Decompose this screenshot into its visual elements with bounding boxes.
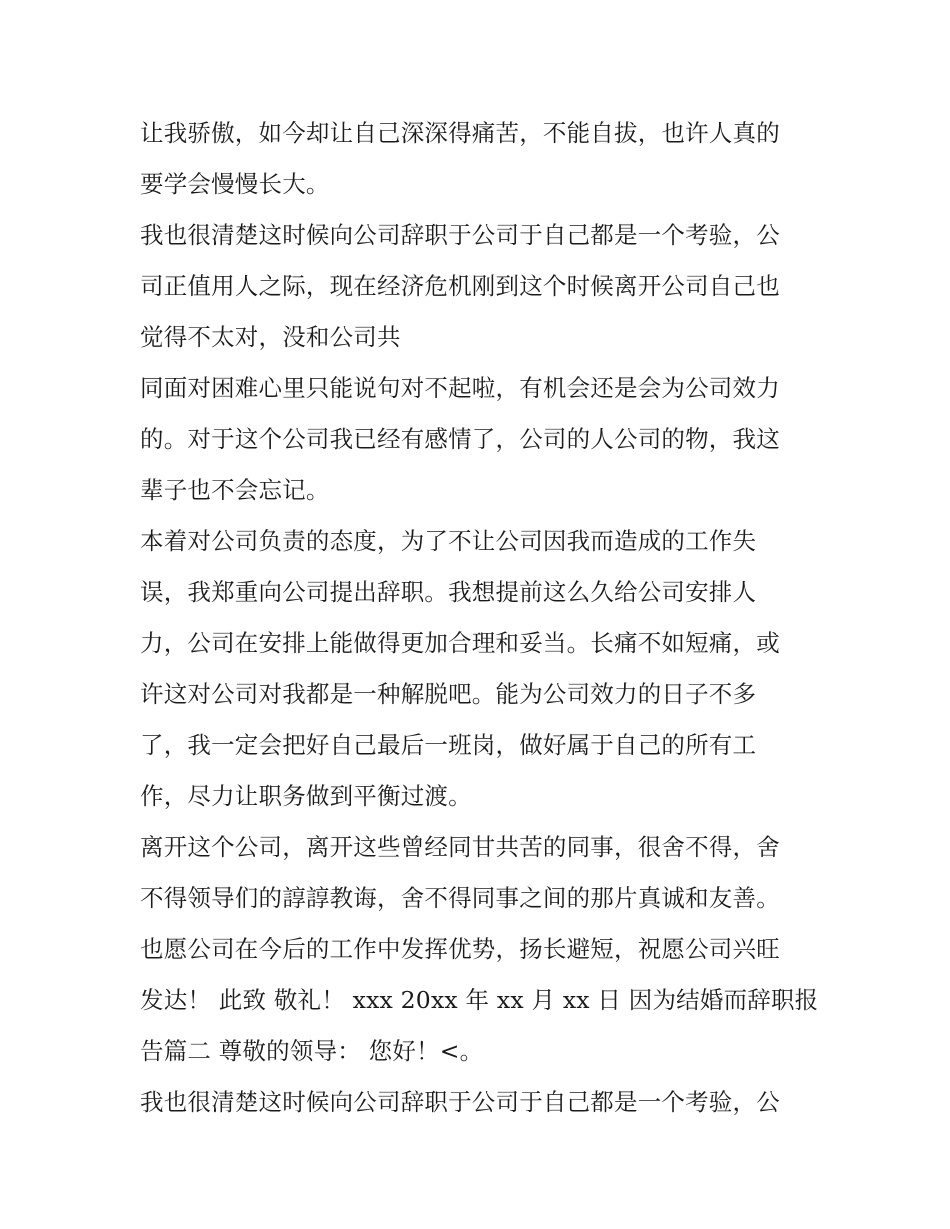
text-line: 了，我一定会把好自己最后一班岗，做好属于自己的所有工 [140, 731, 757, 759]
text-line: 同面对困难心里只能说句对不起啦，有机会还是会为公司效力 [140, 374, 780, 402]
text-line: 也愿公司在今后的工作中发挥优势，扬长避短，祝愿公司兴旺 [140, 935, 780, 963]
text-line: 辈子也不会忘记。 [140, 476, 330, 504]
text-line: 发达！ 此致 敬礼！ xxx 20xx 年 xx 月 xx 日 因为结婚而辞职报 [140, 986, 819, 1014]
text-line: 要学会慢慢长大。 [140, 170, 330, 198]
text-line: 力，公司在安排上能做得更加合理和妥当。长痛不如短痛，或 [140, 629, 780, 657]
text-line: 司正值用人之际，现在经济危机刚到这个时候离开公司自己也 [140, 272, 780, 300]
text-line: 让我骄傲，如今却让自己深深得痛苦，不能自拔，也许人真的 [140, 119, 780, 147]
text-line: 我也很清楚这时候向公司辞职于公司于自己都是一个考验，公 [140, 1088, 780, 1116]
text-line: 告篇二 尊敬的领导： 您好！<。 [140, 1037, 484, 1065]
text-line: 觉得不太对，没和公司共 [140, 323, 401, 351]
text-line: 的。对于这个公司我已经有感情了，公司的人公司的物，我这 [140, 425, 780, 453]
text-line: 作，尽力让职务做到平衡过渡。 [140, 782, 472, 810]
text-line: 许这对公司对我都是一种解脱吧。能为公司效力的日子不多 [140, 680, 757, 708]
text-line: 我也很清楚这时候向公司辞职于公司于自己都是一个考验，公 [140, 221, 780, 249]
document-body [140, 108, 820, 1128]
text-line: 不得领导们的諄諄教诲，舍不得同事之间的那片真诚和友善。 [140, 884, 780, 912]
text-line: 离开这个公司，离开这些曾经同甘共苦的同事，很舍不得，舍 [140, 833, 780, 861]
text-line: 本着对公司负责的态度，为了不让公司因我而造成的工作失 [140, 527, 757, 555]
text-line: 误，我郑重向公司提出辞职。我想提前这么久给公司安排人 [140, 578, 757, 606]
